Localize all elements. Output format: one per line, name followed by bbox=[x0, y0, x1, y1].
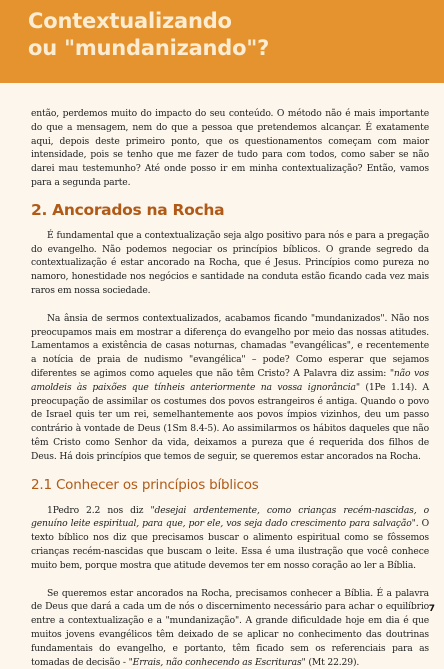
subsection-paragraph-2-text-b: (Mt 22.29). bbox=[305, 656, 360, 668]
section-paragraph-2-text-b: (1Pe 1.14). A preocupação de assimilar os costumes dos povos estrangeiros é antiga. Quando o povo de Israel quis ter um rei, semelhantemente aos povos ímpios vizinhos, deu um passo contrário à vontade de Deus (1Sm 8.4-5). Ao assimilarmos os hábitos daqueles que não têm Cristo como Senhor da vida, deixamos a pureza que é requerida dos filhos de Deus. Há dois princípios que temos de seguir, se queremos estar ancorados na Rocha. bbox=[31, 381, 430, 462]
section-paragraph-2-text-a: Na ânsia de sermos contextualizados, acabamos ficando "mundanizados". Não nos preocupamos mais em mostrar a diferença do evangelho por meio das nossas atitudes. Lamentamos a existência de casas noturnas, chamadas "evangélicas", e recentemente a notícia de praia de nudismo "evangélica" – pode? Como esperar que sejamos diferentes se agimos como aqueles que não têm Cristo? A Palavra diz assim: bbox=[31, 312, 429, 379]
paragraph-spacer bbox=[31, 573, 429, 587]
chapter-title bbox=[28, 8, 269, 62]
subsection-paragraph-1-text-b: . O texto bíblico nos diz que precisamos buscar o alimento espiritual como se fôssemos crianças recém-nascidas que buscam o leite. Essa é uma ilustração que você conhece muito bem, porque mostra que atitude devemos ter em nosso coração ao ler a Bíblia. bbox=[31, 518, 429, 571]
chapter-header-band bbox=[0, 0, 444, 83]
scripture-quote-1pedro: "desejai ardentemente, como crianças recém-nascidas, o genuíno leite espiritual, para que, por ele, vos seja dado crescimento para salvação" bbox=[31, 504, 429, 530]
subsection-paragraph-1 bbox=[31, 504, 429, 573]
chapter-title-line-1: Contextualizando bbox=[28, 9, 232, 33]
paragraph-spacer bbox=[31, 298, 429, 312]
section-heading: 2. Ancorados na Rocha bbox=[31, 200, 225, 219]
scripture-quote-mt: "Errais, não conhecendo as Escrituras" bbox=[128, 656, 306, 668]
section-paragraph-2 bbox=[31, 312, 429, 464]
subsection-heading: 2.1 Conhecer os princípios bíblicos bbox=[31, 476, 259, 493]
scripture-quote-1pe: "não vos amoldeis às paixões que tínheis anteriormente na vossa ignorância" bbox=[31, 367, 429, 393]
section-paragraph-1: É fundamental que a contextualização seja algo positivo para nós e para a pregação do evangelho. Não podemos negociar os princípios bíblicos. O grande segredo da contextualização é estar ancorado na Rocha, que é Jesus. Princípios como pureza no namoro, honestidade nos negócios e santidade na conduta estão ficando cada vez mais raros em nossa sociedade. bbox=[31, 229, 429, 296]
intro-paragraph: então, perdemos muito do impacto do seu conteúdo. O método não é mais importante do que a mensagem, nem do que a pessoa que pretendemos alcançar. É exatamente aqui, depois deste primeiro ponto, que os questionamentos começam com maior intensidade, pois se tenho que me fazer de tudo para com todos, como saber se não darei mau testemunho? Até onde posso ir em minha contextualização? Então, vamos para a segunda parte. bbox=[31, 108, 429, 188]
page-body bbox=[31, 107, 429, 669]
chapter-title-line-2: ou "mundanizando"? bbox=[28, 36, 270, 60]
subsection-paragraph-2 bbox=[31, 587, 429, 669]
subsection-paragraph-2-text-a: Se queremos estar ancorados na Rocha, precisamos conhecer a Bíblia. É a palavra de Deus que dará a cada um de nós o discernimento necessário para achar o equilíbrio entre a contextualização e a "mundanização". A grande dificuldade hoje em dia é que muitos jovens evangélicos têm deixado de se aplicar no conhecimento das doutrinas fundamentais do evangelho, e portanto, têm ficado sem os referenciais para as tomadas de decisão - bbox=[31, 587, 429, 668]
subsection-paragraph-1-text-a: 1Pedro 2.2 nos diz bbox=[47, 504, 151, 516]
page-number: 7 bbox=[428, 604, 435, 614]
